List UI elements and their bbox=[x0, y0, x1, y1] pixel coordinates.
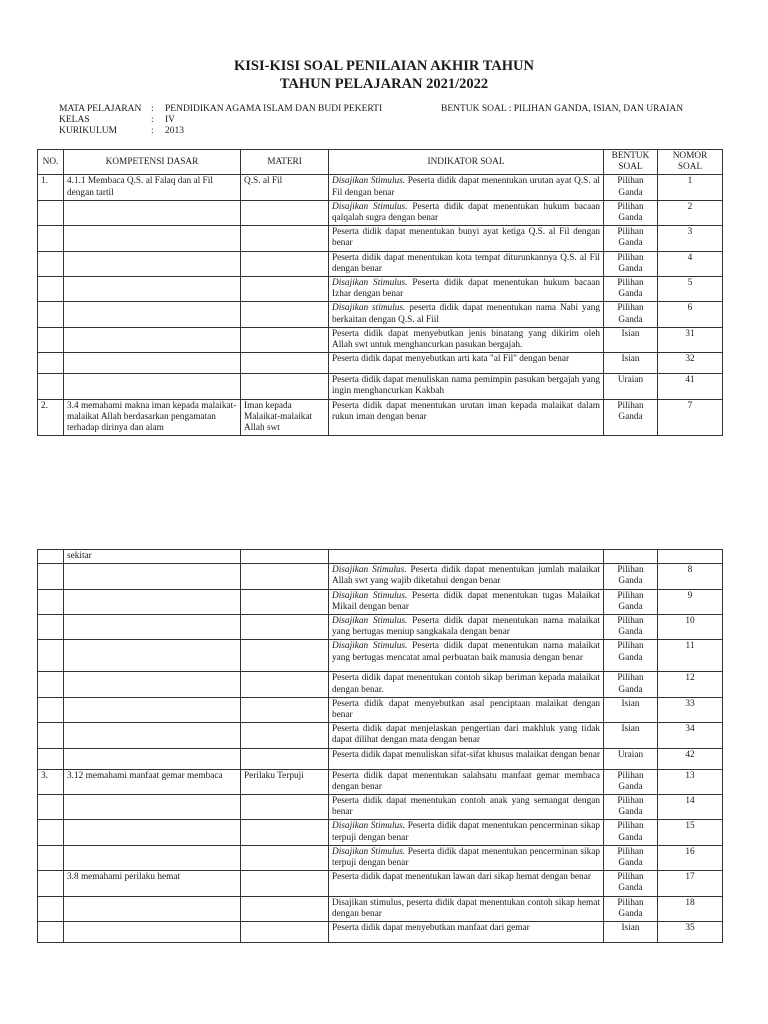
indikator-text: Peserta didik dapat menjelaskan pengertian dari makhluk yang tidak dapat dilihat dengan mata dengan benar bbox=[332, 724, 600, 746]
cell-indikator-soal bbox=[329, 200, 604, 225]
cell-bentuk-soal: Pilihan Ganda bbox=[604, 175, 658, 200]
cell-kompetensi-dasar bbox=[64, 697, 241, 722]
cell-kompetensi-dasar bbox=[64, 896, 241, 921]
indikator-text: Peserta didik dapat menyebutkan jenis binatang yang dikirim oleh Allah swt untuk menghancurkan pasukan bergajah. bbox=[332, 328, 600, 351]
cell-no bbox=[38, 820, 64, 845]
mata-pelajaran-separator: : bbox=[151, 104, 154, 114]
cell-bentuk-soal: Pilihan Ganda bbox=[604, 200, 658, 225]
cell-nomor-soal: 5 bbox=[658, 277, 723, 302]
indikator-text: Peserta didik dapat menentukan kota tempat diturunkannya Q.S. al Fil dengan benar bbox=[332, 252, 600, 274]
indikator-text: Peserta didik dapat menentukan nama malaikat yang bertugas meniup sangkakala dengan benar bbox=[332, 616, 600, 638]
cell-materi bbox=[241, 871, 329, 896]
cell-kompetensi-dasar bbox=[64, 277, 241, 302]
cell-nomor-soal: 18 bbox=[658, 896, 723, 921]
table-row bbox=[38, 589, 723, 614]
cell-no bbox=[38, 697, 64, 722]
kurikulum-value: 2013 bbox=[165, 126, 184, 136]
indikator-text: Peserta didik dapat menentukan jumlah malaikat Allah swt yang wajib diketahui dengan benar bbox=[332, 565, 600, 587]
cell-indikator-soal bbox=[329, 871, 604, 896]
cell-kompetensi-dasar bbox=[64, 302, 241, 327]
cell-nomor-soal: 31 bbox=[658, 327, 723, 352]
indikator-text: Peserta didik dapat menentukan tugas Malaikat Mikail dengan benar bbox=[332, 590, 601, 612]
cell-bentuk-soal: Pilihan Ganda bbox=[604, 615, 658, 640]
cell-no bbox=[38, 589, 64, 614]
cell-no bbox=[38, 896, 64, 921]
cell-materi bbox=[241, 922, 329, 943]
stimulus-text: Disajikan Stimulus. bbox=[332, 201, 408, 212]
table-row bbox=[38, 327, 723, 352]
cell-indikator-soal bbox=[329, 922, 604, 943]
stimulus-text: Disajikan Stimulus. bbox=[332, 278, 408, 289]
indikator-text: peserta didik dapat menentukan nama Nabi yang berkaitan dengan Q.S. al Fiil bbox=[332, 303, 601, 325]
cell-kompetensi-dasar bbox=[64, 672, 241, 697]
cell-no bbox=[38, 871, 64, 896]
cell-kompetensi-dasar bbox=[64, 374, 241, 399]
cell-kompetensi-dasar bbox=[64, 640, 241, 672]
cell-bentuk-soal: Isian bbox=[604, 697, 658, 722]
table-row bbox=[38, 374, 723, 399]
cell-indikator-soal bbox=[329, 175, 604, 200]
cell-no bbox=[38, 302, 64, 327]
stimulus-text: Disajikan Stimulus. bbox=[332, 176, 406, 187]
stimulus-text: Disajikan Stimulus. bbox=[332, 846, 406, 857]
table-row bbox=[38, 251, 723, 276]
indikator-text: Peserta didik dapat menentukan urutan ayat Q.S. al Fil dengan benar bbox=[332, 176, 600, 198]
cell-kompetensi-dasar bbox=[64, 795, 241, 820]
cell-no bbox=[38, 277, 64, 302]
cell-no bbox=[38, 353, 64, 374]
cell-materi bbox=[241, 640, 329, 672]
cell-indikator-soal bbox=[329, 251, 604, 276]
stimulus-text: Disajikan Stimulus. bbox=[332, 616, 408, 627]
cell-kompetensi-dasar bbox=[64, 589, 241, 614]
cell-materi bbox=[241, 564, 329, 589]
cell-nomor-soal: 16 bbox=[658, 845, 723, 870]
cell-indikator-soal bbox=[329, 697, 604, 722]
cell-bentuk-soal: Pilihan Ganda bbox=[604, 845, 658, 870]
cell-materi: Iman kepada Malaikat-malaikat Allah swt bbox=[241, 399, 329, 436]
cell-nomor-soal: 11 bbox=[658, 640, 723, 672]
stimulus-text: Disajikan Stimulus. bbox=[332, 590, 408, 601]
cell-no bbox=[38, 795, 64, 820]
cell-indikator-soal bbox=[329, 672, 604, 697]
cell-kompetensi-dasar bbox=[64, 845, 241, 870]
cell-bentuk-soal bbox=[604, 550, 658, 564]
cell-bentuk-soal: Pilihan Ganda bbox=[604, 251, 658, 276]
cell-bentuk-soal: Pilihan Ganda bbox=[604, 871, 658, 896]
table-row bbox=[38, 226, 723, 251]
cell-no bbox=[38, 226, 64, 251]
cell-nomor-soal: 13 bbox=[658, 769, 723, 794]
table-body-page1 bbox=[38, 175, 723, 436]
cell-kompetensi-dasar bbox=[64, 748, 241, 769]
cell-bentuk-soal: Pilihan Ganda bbox=[604, 589, 658, 614]
table-row bbox=[38, 175, 723, 200]
cell-bentuk-soal: Isian bbox=[604, 922, 658, 943]
table-row bbox=[38, 820, 723, 845]
header-no: NO. bbox=[38, 150, 64, 175]
table-row bbox=[38, 672, 723, 697]
cell-bentuk-soal: Pilihan Ganda bbox=[604, 302, 658, 327]
cell-nomor-soal: 1 bbox=[658, 175, 723, 200]
cell-materi bbox=[241, 589, 329, 614]
cell-kompetensi-dasar bbox=[64, 327, 241, 352]
cell-materi bbox=[241, 374, 329, 399]
cell-indikator-soal bbox=[329, 277, 604, 302]
cell-indikator-soal bbox=[329, 353, 604, 374]
cell-bentuk-soal: Uraian bbox=[604, 374, 658, 399]
cell-indikator-soal bbox=[329, 399, 604, 436]
table-row bbox=[38, 550, 723, 564]
indikator-text: Peserta didik dapat menuliskan sifat-sifat khusus malaikat dengan benar bbox=[332, 749, 600, 760]
kurikulum-separator: : bbox=[151, 126, 154, 136]
cell-materi bbox=[241, 697, 329, 722]
header-bentuk-soal: BENTUK SOAL bbox=[604, 150, 658, 175]
cell-materi bbox=[241, 550, 329, 564]
kisi-table-page1 bbox=[37, 149, 723, 436]
cell-no bbox=[38, 723, 64, 748]
mata-pelajaran-value: PENDIDIKAN AGAMA ISLAM DAN BUDI PEKERTI bbox=[165, 104, 383, 114]
indikator-text: Disajikan stimulus, peserta didik dapat menentukan contoh sikap hemat dengan benar bbox=[332, 897, 600, 919]
cell-bentuk-soal: Uraian bbox=[604, 748, 658, 769]
cell-bentuk-soal: Isian bbox=[604, 723, 658, 748]
cell-no: 1. bbox=[38, 175, 64, 200]
indikator-text: Peserta didik dapat menyebutkan arti kata "al Fil" dengan benar bbox=[332, 354, 570, 365]
indikator-text: Peserta didik dapat menentukan contoh sikap beriman kepada malaikat dengan benar. bbox=[332, 673, 600, 695]
cell-indikator-soal bbox=[329, 795, 604, 820]
cell-materi bbox=[241, 820, 329, 845]
table-row bbox=[38, 277, 723, 302]
cell-no bbox=[38, 550, 64, 564]
table-row bbox=[38, 200, 723, 225]
cell-bentuk-soal: Pilihan Ganda bbox=[604, 820, 658, 845]
cell-materi: Perilaku Terpuji bbox=[241, 769, 329, 794]
header-indikator-soal: INDIKATOR SOAL bbox=[329, 150, 604, 175]
cell-indikator-soal bbox=[329, 564, 604, 589]
cell-materi bbox=[241, 723, 329, 748]
cell-materi bbox=[241, 748, 329, 769]
table-row bbox=[38, 399, 723, 436]
cell-no bbox=[38, 374, 64, 399]
table-row bbox=[38, 748, 723, 769]
cell-indikator-soal bbox=[329, 226, 604, 251]
cell-materi bbox=[241, 845, 329, 870]
cell-indikator-soal bbox=[329, 748, 604, 769]
cell-bentuk-soal: Pilihan Ganda bbox=[604, 672, 658, 697]
cell-indikator-soal bbox=[329, 820, 604, 845]
cell-nomor-soal: 6 bbox=[658, 302, 723, 327]
cell-no bbox=[38, 327, 64, 352]
cell-kompetensi-dasar bbox=[64, 922, 241, 943]
table-row bbox=[38, 769, 723, 794]
cell-kompetensi-dasar bbox=[64, 200, 241, 225]
stimulus-text: Disajikan stimulus. bbox=[332, 303, 406, 314]
cell-nomor-soal: 2 bbox=[658, 200, 723, 225]
cell-indikator-soal bbox=[329, 550, 604, 564]
table-row bbox=[38, 845, 723, 870]
cell-no: 2. bbox=[38, 399, 64, 436]
cell-kompetensi-dasar bbox=[64, 723, 241, 748]
cell-no bbox=[38, 640, 64, 672]
cell-materi bbox=[241, 795, 329, 820]
cell-indikator-soal bbox=[329, 723, 604, 748]
indikator-text: Peserta didik dapat menyebutkan asal penciptaan malaikat dengan benar bbox=[332, 698, 600, 721]
cell-bentuk-soal: Pilihan Ganda bbox=[604, 564, 658, 589]
stimulus-text: Disajikan Stimulus. bbox=[332, 565, 407, 576]
indikator-text: Peserta didik dapat menentukan bunyi ayat ketiga Q.S. al Fil dengan benar bbox=[332, 227, 600, 249]
cell-nomor-soal: 8 bbox=[658, 564, 723, 589]
table-row bbox=[38, 896, 723, 921]
cell-nomor-soal: 14 bbox=[658, 795, 723, 820]
stimulus-text: Disajikan Stimulus. bbox=[332, 641, 408, 652]
cell-materi bbox=[241, 327, 329, 352]
cell-indikator-soal bbox=[329, 327, 604, 352]
cell-bentuk-soal: Pilihan Ganda bbox=[604, 769, 658, 794]
cell-bentuk-soal: Isian bbox=[604, 353, 658, 374]
cell-nomor-soal: 12 bbox=[658, 672, 723, 697]
cell-no bbox=[38, 200, 64, 225]
stimulus-text: Disajikan Stimulus. bbox=[332, 821, 406, 832]
table-row bbox=[38, 615, 723, 640]
cell-bentuk-soal: Pilihan Ganda bbox=[604, 399, 658, 436]
indikator-text: Peserta didik dapat menentukan pencerminan sikap terpuji dengan benar bbox=[332, 821, 600, 843]
cell-indikator-soal bbox=[329, 302, 604, 327]
indikator-text: Peserta didik dapat menentukan salahsatu manfaat gemar membaca dengan benar bbox=[332, 770, 600, 792]
cell-kompetensi-dasar bbox=[64, 353, 241, 374]
cell-indikator-soal bbox=[329, 589, 604, 614]
indikator-text: Peserta didik dapat menentukan hukum bacaan qalqalah sugra dengan benar bbox=[332, 201, 601, 224]
cell-materi bbox=[241, 672, 329, 697]
cell-nomor-soal: 34 bbox=[658, 723, 723, 748]
cell-bentuk-soal: Pilihan Ganda bbox=[604, 795, 658, 820]
cell-bentuk-soal: Pilihan Ganda bbox=[604, 226, 658, 251]
table-row bbox=[38, 795, 723, 820]
cell-no bbox=[38, 672, 64, 697]
cell-no: 3. bbox=[38, 769, 64, 794]
mata-pelajaran-label: MATA PELAJARAN bbox=[59, 104, 142, 114]
cell-materi bbox=[241, 896, 329, 921]
cell-nomor-soal: 41 bbox=[658, 374, 723, 399]
cell-materi bbox=[241, 302, 329, 327]
cell-bentuk-soal: Pilihan Ganda bbox=[604, 640, 658, 672]
cell-materi bbox=[241, 226, 329, 251]
table-row bbox=[38, 302, 723, 327]
cell-materi bbox=[241, 615, 329, 640]
indikator-text: Peserta didik dapat menyebutkan manfaat dari gemar bbox=[332, 923, 530, 934]
cell-nomor-soal: 35 bbox=[658, 922, 723, 943]
cell-nomor-soal: 10 bbox=[658, 615, 723, 640]
cell-kompetensi-dasar: 3.8 memahami perilaku hemat bbox=[64, 871, 241, 896]
cell-nomor-soal: 17 bbox=[658, 871, 723, 896]
header-nomor-soal: NOMOR SOAL bbox=[658, 150, 723, 175]
indikator-text: Peserta didik dapat menuliskan nama pemimpin pasukan bergajah yang ingin menghancurkan Kakbah bbox=[332, 375, 600, 397]
cell-nomor-soal: 3 bbox=[658, 226, 723, 251]
cell-kompetensi-dasar: sekitar bbox=[64, 550, 241, 564]
cell-kompetensi-dasar bbox=[64, 820, 241, 845]
table-row bbox=[38, 640, 723, 672]
cell-bentuk-soal: Pilihan Ganda bbox=[604, 277, 658, 302]
cell-indikator-soal bbox=[329, 769, 604, 794]
indikator-text: Peserta didik dapat menentukan nama malaikat yang bertugas mencatat amal perbuatan baik manusia dengan benar bbox=[332, 641, 600, 663]
cell-nomor-soal: 42 bbox=[658, 748, 723, 769]
table-row bbox=[38, 723, 723, 748]
document-title: KISI-KISI SOAL PENILAIAN AKHIR TAHUN bbox=[233, 58, 534, 74]
cell-nomor-soal bbox=[658, 550, 723, 564]
cell-kompetensi-dasar bbox=[64, 226, 241, 251]
cell-indikator-soal bbox=[329, 374, 604, 399]
cell-indikator-soal bbox=[329, 845, 604, 870]
document-subtitle: TAHUN PELAJARAN 2021/2022 bbox=[279, 76, 489, 92]
cell-nomor-soal: 4 bbox=[658, 251, 723, 276]
cell-nomor-soal: 32 bbox=[658, 353, 723, 374]
cell-nomor-soal: 33 bbox=[658, 697, 723, 722]
cell-no bbox=[38, 748, 64, 769]
kelas-separator: : bbox=[151, 115, 154, 125]
cell-bentuk-soal: Isian bbox=[604, 327, 658, 352]
cell-materi bbox=[241, 353, 329, 374]
table-header-row bbox=[38, 150, 723, 175]
cell-nomor-soal: 7 bbox=[658, 399, 723, 436]
table-row bbox=[38, 353, 723, 374]
header-materi: MATERI bbox=[241, 150, 329, 175]
cell-materi bbox=[241, 251, 329, 276]
cell-bentuk-soal: Pilihan Ganda bbox=[604, 896, 658, 921]
table-row bbox=[38, 697, 723, 722]
cell-nomor-soal: 9 bbox=[658, 589, 723, 614]
cell-materi bbox=[241, 277, 329, 302]
cell-materi: Q.S. al Fil bbox=[241, 175, 329, 200]
kelas-label: KELAS bbox=[59, 115, 90, 125]
cell-no bbox=[38, 845, 64, 870]
indikator-text: Peserta didik dapat menentukan hukum bacaan Izhar dengan benar bbox=[332, 278, 601, 300]
table-row bbox=[38, 871, 723, 896]
kurikulum-label: KURIKULUM bbox=[59, 126, 118, 136]
bentuk-soal-info: BENTUK SOAL : PILIHAN GANDA, ISIAN, DAN URAIAN bbox=[441, 104, 684, 114]
cell-kompetensi-dasar: 3.4 memahami makna iman kepada malaikat-malaikat Allah berdasarkan pengamatan terhadap dirinya dan alam bbox=[64, 399, 241, 436]
cell-no bbox=[38, 251, 64, 276]
cell-indikator-soal bbox=[329, 615, 604, 640]
table-row bbox=[38, 922, 723, 943]
header-kompetensi-dasar: KOMPETENSI DASAR bbox=[64, 150, 241, 175]
cell-indikator-soal bbox=[329, 640, 604, 672]
kelas-value: IV bbox=[165, 115, 176, 125]
cell-kompetensi-dasar bbox=[64, 615, 241, 640]
indikator-text: Peserta didik dapat menentukan pencerminan sikap terpuji dengan benar bbox=[332, 846, 600, 869]
cell-no bbox=[38, 922, 64, 943]
kisi-table-page2 bbox=[37, 549, 723, 943]
cell-kompetensi-dasar: 4.1.1 Membaca Q.S. al Falaq dan al Fil dengan tartil bbox=[64, 175, 241, 200]
cell-kompetensi-dasar bbox=[64, 564, 241, 589]
indikator-text: Peserta didik dapat menentukan contoh anak yang semangat dengan benar bbox=[332, 796, 600, 818]
indikator-text: Peserta didik dapat menentukan lawan dari sikap hemat dengan benar bbox=[332, 872, 591, 883]
indikator-text: Peserta didik dapat menentukan urutan iman kepada malaikat dalam rukun iman dengan benar bbox=[332, 400, 600, 422]
cell-no bbox=[38, 564, 64, 589]
cell-no bbox=[38, 615, 64, 640]
cell-kompetensi-dasar bbox=[64, 251, 241, 276]
table-body-page2 bbox=[38, 550, 723, 943]
cell-indikator-soal bbox=[329, 896, 604, 921]
cell-materi bbox=[241, 200, 329, 225]
cell-nomor-soal: 15 bbox=[658, 820, 723, 845]
cell-kompetensi-dasar: 3.12 memahami manfaat gemar membaca bbox=[64, 769, 241, 794]
table-row bbox=[38, 564, 723, 589]
